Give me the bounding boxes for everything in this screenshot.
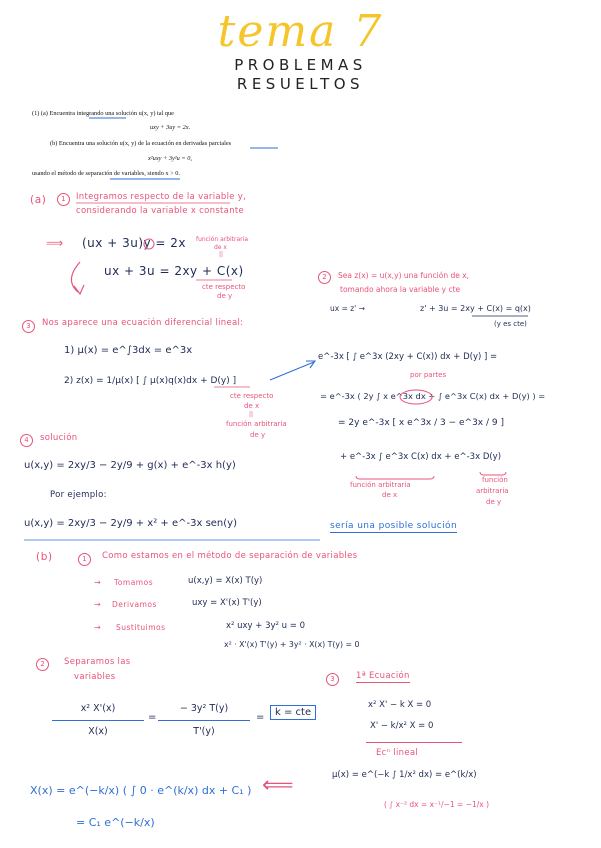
calc-line-4: + e^-3x ∫ e^3x C(x) dx + e^-3x D(y) [340,452,502,462]
note-fx-1: función arbitraria [350,481,411,489]
step-a2-line1: Sea z(x) = u(x,y) una función de x, [338,271,470,280]
mu-b: μ(x) = e^(−k ∫ 1/x² dx) = e^(k/x) [332,770,477,780]
note-d-2: de x [244,402,260,410]
note-func-arb-2: de x [214,244,227,251]
arrow-3: → [94,623,101,632]
ec-2: X' − k/x² X = 0 [370,721,434,731]
step-a4-number: 4 [20,434,33,447]
step-b2-line1: Separamos las [64,657,131,667]
derivamos-label: Derivamos [112,600,157,609]
page-title: tema 7 [217,6,384,57]
note-d-1: cte respecto [230,392,274,400]
step-b3-text: 1ª Ecuación [356,671,410,681]
equals-1: = [148,712,157,723]
step-a1-line2: considerando la variable x constante [76,206,245,216]
arrow-2: → [94,600,101,609]
subtitle-line-2: RESUELTOS [236,75,365,93]
eq-a1: (ux + 3u)y = 2x [82,236,187,250]
note-fx-2: de x [382,491,398,499]
sustituimos-eq-2: x² · X'(x) T'(y) + 3y² · X(x) T(y) = 0 [224,640,360,649]
k-constant-box: k = cte [270,705,316,720]
general-solution: u(x,y) = 2xy/3 − 2y/9 + g(x) + e^-3x h(y) [24,460,236,471]
note-func-arb-3: || [219,251,224,258]
derivamos-eq: uxy = X'(x) T'(y) [192,598,262,608]
step-b2-number: 2 [36,658,49,671]
note-y-es-cte: (y es cte) [494,320,527,328]
implies-arrow: ⟹ [46,236,64,250]
ec-lineal-label: Ecⁿ lineal [376,748,419,758]
eq-ux: ux = z' → [330,304,365,313]
subtitle-line-1: PROBLEMAS [234,56,367,74]
calc-line-3: = 2y e^-3x [ x e^3x / 3 − e^3x / 9 ] [338,418,504,428]
note-fy-3: de y [486,498,502,506]
z-definition: 2) z(x) = 1/μ(x) [ ∫ μ(x)q(x)dx + D(y) ] [64,376,237,386]
tomamos-label: Tomamos [114,578,154,587]
note-cte-1: cte respecto [202,283,246,291]
calc-line-2: = e^-3x ( 2y ∫ x e^3x dx + ∫ e^3x C(x) dx + D(y) ) = [320,391,546,401]
X-solution-2: = C₁ e^(−k/x) [76,816,155,829]
step-a3-number: 3 [22,320,35,333]
statement-eq-b: x²uxy + 3y²u = 0, [148,155,192,162]
left-arrow-icon: ⟸ [262,773,294,798]
frac1-denominator: X(x) [88,726,108,737]
X-solution-1: X(x) = e^(−k/x) ( ∫ 0 · e^(k/x) dx + C₁ ) [30,784,252,797]
step-b1-text: Como estamos en el método de separación de variables [102,551,358,561]
statement-eq-a: uxy + 3uy = 2x. [150,124,191,131]
note-d-5: de y [250,431,266,439]
integral-note: ( ∫ x⁻² dx = x⁻¹/−1 = −1/x ) [384,800,490,809]
note-fy-1: función [482,476,508,484]
ec-1: x² X' − k X = 0 [368,700,432,710]
frac1-numerator: x² X'(x) [80,703,116,714]
step-a1-line1: Integramos respecto de la variable y, [76,192,247,202]
por-ejemplo: Por ejemplo: [50,490,107,500]
frac2-numerator: − 3y² T(y) [179,703,229,714]
statement-closing: usando el método de separación de variables, siendo x > 0. [32,170,180,177]
note-cte-2: de y [217,292,233,300]
step-a4-text: solución [40,433,78,443]
calc-line-1: e^-3x [ ∫ e^3x (2xy + C(x)) dx + D(y) ] = [318,352,498,362]
example-solution: u(x,y) = 2xy/3 − 2y/9 + x² + e^-3x sen(y) [24,518,237,529]
statement-part-b: (b) Encuentra una solución u(x, y) de la ecuación en derivadas parciales [50,140,232,147]
sustituimos-eq-1: x² uxy + 3y² u = 0 [226,621,305,631]
part-b-label: (b) [36,551,53,563]
eq-z: z' + 3u = 2xy + C(x) = q(x) [420,304,531,313]
eq-a2: ux + 3u = 2xy + C(x) [104,264,244,278]
note-func-arb-1: función arbitraria [196,236,248,243]
step-b2-line2: variables [74,672,116,682]
note-por-partes: por partes [410,371,447,379]
note-fy-2: arbitraria [476,487,509,495]
possible-solution-note: sería una posible solución [330,521,458,531]
note-d-3: || [249,411,254,418]
tomamos-eq: u(x,y) = X(x) T(y) [188,576,263,586]
mu-definition: 1) μ(x) = e^∫3dx = e^3x [64,345,193,356]
part-a-label: (a) [30,194,47,206]
step-a2-number: 2 [318,271,331,284]
arrow-1: → [94,578,101,587]
step-a2-line2: tomando ahora la variable y cte [340,285,461,294]
statement-part-a: (1) (a) Encuentra integrando una solución u(x, y) tal que [32,110,174,117]
step-a1-number: 1 [57,193,70,206]
note-d-4: función arbitraria [226,420,287,428]
frac2-denominator: T'(y) [193,726,215,737]
equals-2: = [256,712,265,723]
step-a3-text: Nos aparece una ecuación diferencial lineal: [42,318,244,328]
step-b3-number: 3 [326,673,339,686]
sustituimos-label: Sustituimos [116,623,166,632]
step-b1-number: 1 [78,553,91,566]
